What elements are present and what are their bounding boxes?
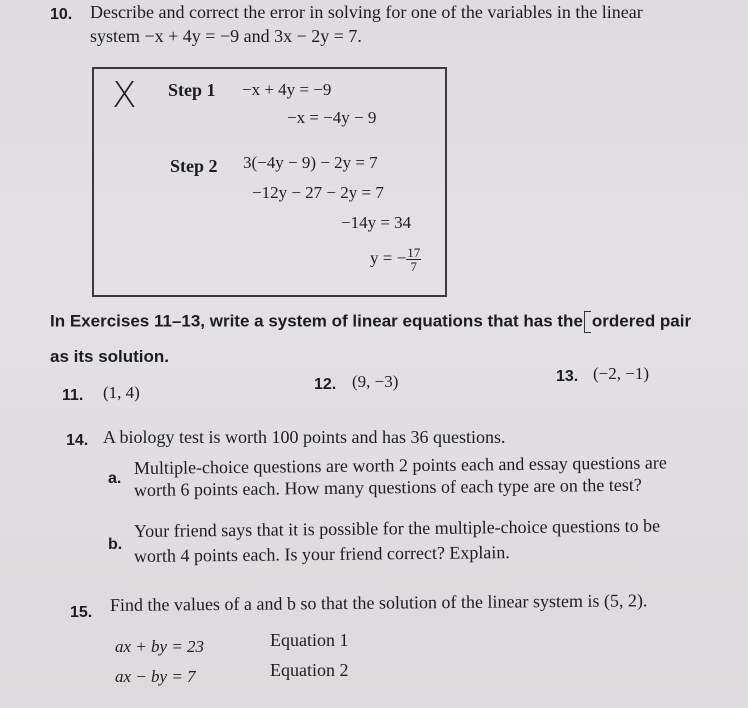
- q15-text: Find the values of a and b so that the solution of the linear system is (5, 2).: [109, 590, 648, 615]
- q15-equation-1: ax + by = 23: [115, 637, 205, 656]
- q14b-label: b.: [108, 536, 123, 553]
- q14b-line1: Your friend says that it is possible for the multiple-choice questions to be: [133, 515, 661, 541]
- step1-label: Step 1: [168, 80, 216, 100]
- step1-equation-2: −x = −4y − 9: [287, 108, 377, 127]
- error-x-mark: X: [112, 75, 137, 116]
- step2-equation-2: −12y − 27 − 2y = 7: [252, 183, 384, 202]
- q14a-label: a.: [108, 470, 122, 487]
- q15-equation-2: ax − by = 7: [115, 667, 196, 686]
- eq4-prefix: y = −: [370, 248, 407, 268]
- q10-text-line1: Describe and correct the error in solving for one of the variables in the linear: [90, 2, 643, 22]
- exercise-12-number: 12.: [314, 376, 337, 393]
- exercise-11-number: 11.: [62, 387, 84, 404]
- fraction: [406, 246, 421, 273]
- text-cursor-icon: [584, 311, 591, 333]
- q14a-line2: worth 6 points each. How many questions of each type are on the test?: [133, 474, 642, 500]
- q10-number: 10.: [50, 6, 73, 23]
- instruction-line2: as its solution.: [50, 347, 170, 366]
- q14-number: 14.: [66, 432, 89, 449]
- q15-equation-1-label: Equation 1: [270, 630, 349, 650]
- exercise-13-value: (−2, −1): [593, 364, 649, 383]
- step2-equation-3: −14y = 34: [341, 213, 412, 232]
- step2-equation-4: [370, 246, 421, 273]
- q10-text-line2: system −x + 4y = −9 and 3x − 2y = 7.: [90, 26, 362, 46]
- q15-number: 15.: [70, 604, 93, 621]
- instruction-line1-b: ordered pair: [591, 311, 692, 331]
- q14a-line1: Multiple-choice questions are worth 2 points each and essay questions are: [133, 452, 667, 478]
- step2-label: Step 2: [170, 156, 218, 176]
- step2-equation-1: 3(−4y − 9) − 2y = 7: [243, 153, 378, 172]
- step1-equation-1: −x + 4y = −9: [242, 80, 332, 99]
- q15-equation-2-label: Equation 2: [270, 660, 349, 680]
- exercise-11-value: (1, 4): [103, 383, 140, 402]
- exercise-13-number: 13.: [556, 368, 579, 385]
- fraction-denominator: 7: [410, 259, 417, 274]
- instruction-line1-a: In Exercises 11–13, write a system of linear equations that has the: [50, 311, 583, 331]
- q14-text: A biology test is worth 100 points and has 36 questions.: [103, 427, 506, 447]
- instruction-line1: [50, 311, 691, 333]
- fraction-numerator: 17: [407, 245, 421, 260]
- exercise-12-value: (9, −3): [352, 372, 399, 391]
- q14b-line2: worth 4 points each. Is your friend correct? Explain.: [133, 542, 510, 566]
